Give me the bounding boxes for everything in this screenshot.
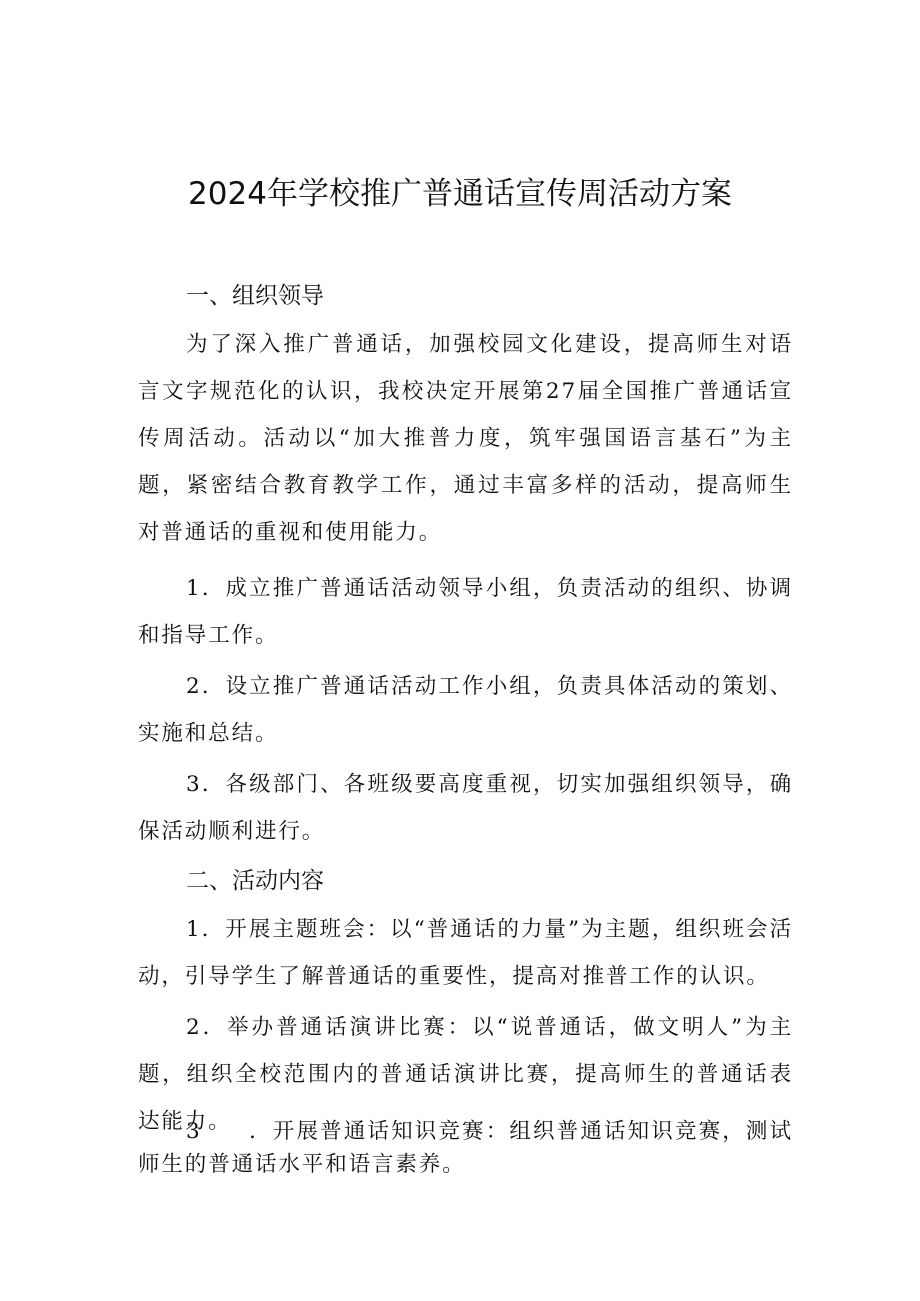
paragraph-item-1: 1．成立推广普通话活动领导小组，负责活动的组织、协调和指导工作。 (138, 576, 793, 648)
section-heading-organization: 一、组织领导 (186, 283, 324, 309)
section-heading-activities: 二、活动内容 (186, 868, 324, 894)
paragraph-activity-2: 2．举办普通话演讲比赛：以“说普通话，做文明人”为主题，组织全校范围内的普通话演讲比赛，提高师生的普通话表达能力。 (138, 1015, 793, 1134)
paragraph-activity-3: 3 ．开展普通话知识竞赛：组织普通话知识竞赛，测试师生的普通话水平和语言素养。 (138, 1119, 793, 1177)
paragraph-item-3: 3．各级部门、各班级要高度重视，切实加强组织领导，确保活动顺利进行。 (138, 772, 793, 844)
paragraph-activity-1: 1．开展主题班会：以“普通话的力量”为主题，组织班会活动，引导学生了解普通话的重要性，提高对推普工作的认识。 (138, 917, 793, 989)
document-title: 2024年学校推广普通话宣传周活动方案 (188, 176, 732, 212)
paragraph-item-2: 2．设立推广普通话活动工作小组，负责具体活动的策划、实施和总结。 (138, 674, 793, 746)
paragraph-intro: 为了深入推广普通话，加强校园文化建设，提高师生对语言文字规范化的认识，我校决定开展第27届全国推广普通话宣传周活动。活动以“加大推普力度，筑牢强国语言基石”为主题，紧密结合教育教学工作，通过丰富多样的活动，提高师生对普通话的重视和使用能力。 (138, 332, 793, 545)
